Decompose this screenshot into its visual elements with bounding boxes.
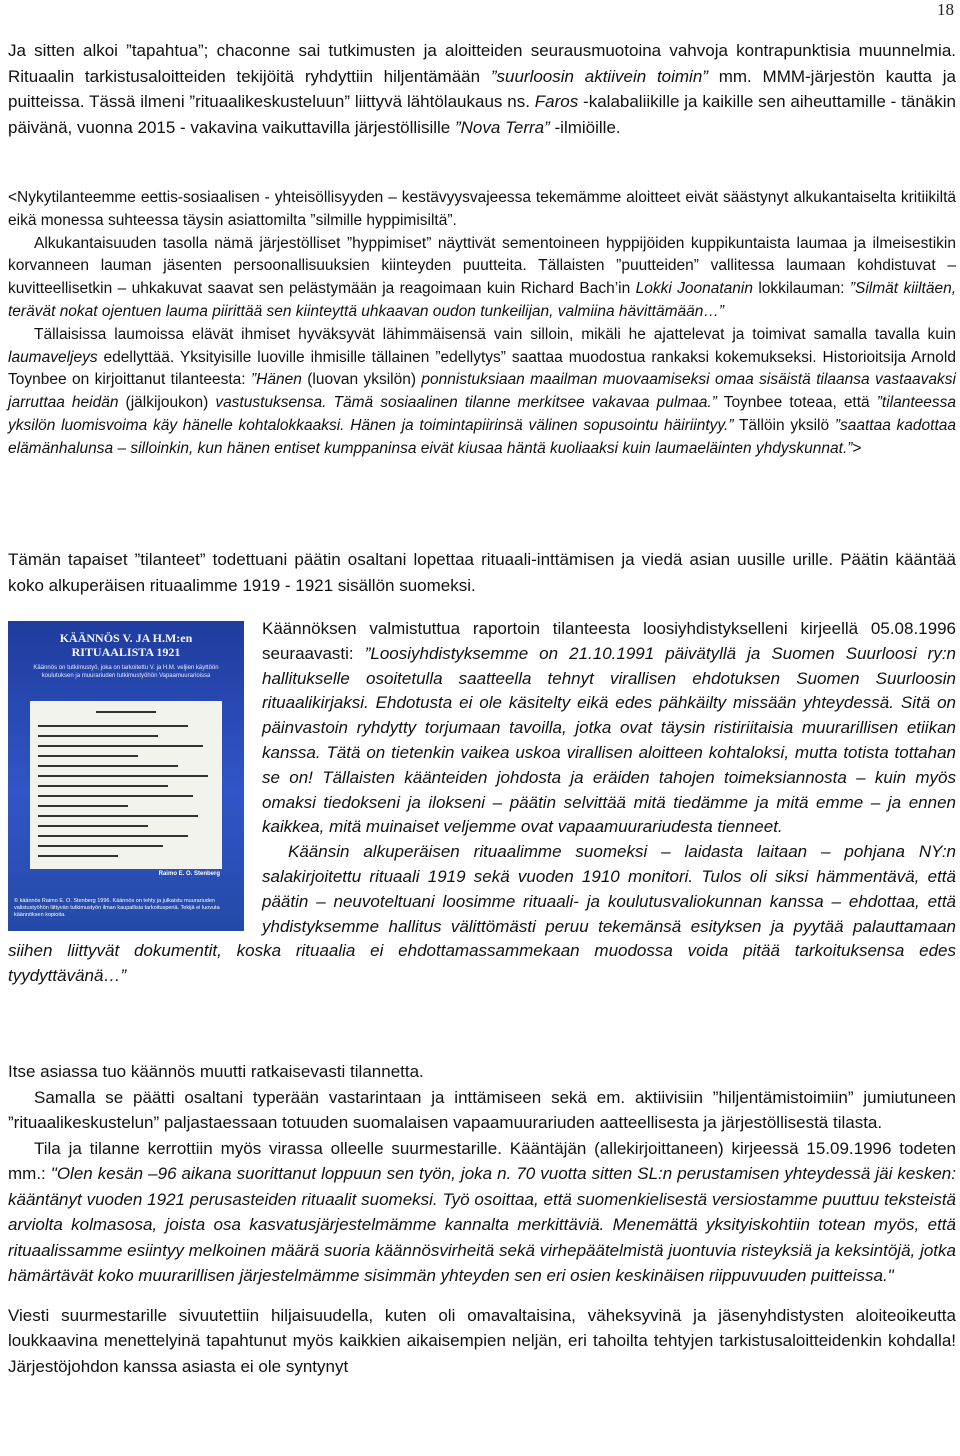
manuscript-line: [38, 835, 188, 837]
manuscript-sheet: [30, 701, 222, 869]
manuscript-line: [38, 745, 203, 747]
italic-run: laumaveljeys: [8, 348, 98, 366]
text-run: Käännöksen valmistuttua raportoin tilanteesta loosiyhdistykselleni kirjeellä 05.08.1996 seuraavasti:: [262, 619, 956, 663]
text-run: (jälkijoukon): [118, 394, 216, 412]
manuscript-line: [38, 725, 188, 727]
italic-run: Lokki Joonatanin: [635, 280, 753, 298]
text-run: Tila ja tilanne kerrottiin myös virassa olleelle suurmestarille. Kääntäjän (allekirjoittaneen) kirjeessä 15.09.1996 todeten mm.:: [8, 1138, 956, 1183]
italic-run: ”Loosiyhdistyksemme on 21.10.1991 päivätyllä ja Suomen Suurloosi ry:n hallitukselle osoitetulla saatteella tehnyt virallisen ehdotuksen Suomen Suurloosin rituaalikirjaksi. Ehdotusta ei ole käsitelty eikä edes pähkäilty missään yhteydessä. Sitä on päinvastoin ryhdytty torjumaan tavoilla, jotka ovat täysin ristiriitaisia muurarillisen etiikan kanssa. Tätä on tietenkin vaikea uskoa virallisen aloitteen kohtaloksi, mutta totista tottahan se on! Tällaisten käänteiden johdosta ja eräiden tahojen toimeksiannosta – kuin myös omaksi tiedokseni ja ilokseni – päätin selvittää mitä tiedämme ja mitä emme – ja ennen kaikkea, mitä muinaiset veljemme ovat vapaamuurariudesta tienneet.: [262, 643, 956, 837]
manuscript-line: [38, 795, 193, 797]
text-run: Ja sitten alkoi ”tapahtua”; chaconne sai tutkimusten ja aloitteiden seurausmuotoina vahvoja kontrapunktisia muunnelmia. Rituaalin tarkistusaloitteiden tekijöitä ryhdyttiin hiljentämään: [8, 41, 956, 86]
italic-run: Käänsin alkuperäisen rituaalimme suomeksi – laidasta laitaan – pohjana NY:n salakirjoitettu rituaali 1919 sekä vuoden 1910 monitori. Tulos oli siksi hämmentävä, että päätin – neuvoteltuani loosimme rituaali- ja koulutusvaliokunnan kanssa – ehdottaa, että yhdistyksemme hallitus välittömästi peruu tekemänsä esityksen ja pyytää palauttamaan siihen liittyvät dokumentit, koska rituaalia ei ehdottamassammekaan muodossa voida pitää tarkoituksensa edes tyydyttävänä…”: [8, 842, 956, 986]
manuscript-line: [38, 815, 198, 817]
manuscript-line: [38, 735, 158, 737]
cover-title: [8, 631, 244, 659]
cover-title-line: KÄÄNNÖS V. JA H.M:en: [59, 631, 193, 645]
manuscript-line: [38, 775, 208, 777]
text-run: Tällaisissa laumoissa elävät ihmiset hyväksyvät lähimmäisensä vain silloin, mikäli he ajattelevat ja toimivat samalla tavalla kuin: [34, 325, 956, 343]
paragraph: Tämän tapaiset ”tilanteet” todettuani päätin osaltani lopettaa rituaali-inttämisen ja viedä asian uusille urille. Päätin kääntää koko alkuperäisen rituaalimme 1919 - 1921 sisällön suomeksi.: [8, 550, 956, 595]
ritual-cover-image: [8, 621, 244, 931]
text-run: Toynbee toteaa, että: [716, 394, 877, 412]
manuscript-line: [38, 755, 138, 757]
section-aftermath: [8, 1059, 956, 1379]
paragraph: Samalla se päätti osaltani typerään vastarintaan ja inttämiseen sekä em. aktiivisiin ”hiljentämistoimiin” jumiutuneen ”rituaalikeskustelun” paljastaessaan totuuden suomalaisen vapaamuurariuden aatteellisesta ja järjestöllisestä tilasta.: [8, 1087, 956, 1132]
manuscript-line: [96, 711, 156, 713]
paragraph: Itse asiassa tuo käännös muutti ratkaisevasti tilannetta.: [8, 1062, 424, 1081]
italic-run: ”Hänen: [251, 371, 302, 389]
manuscript-line: [38, 825, 148, 827]
text-run: (luovan yksilön): [301, 371, 422, 389]
cover-signature: Raimo E. O. Stenberg: [158, 871, 220, 877]
cover-subtitle: Käännös on tutkimustyö, joka on tarkoitettu V. ja H.M. veljien käyttöön koulutuksen ja muurariuden tutkimustyöhön Vapaamuurarioissa: [33, 665, 219, 679]
text-run: edellyttää. Yksityisille luoville ihmisille tällainen ”edellytys” saattaa muodostua rankaksi kokemukseksi. Historioitsija Arnold Toynbee on kirjoittanut tilanteesta:: [8, 348, 956, 389]
quote-paragraph: <Nykytilanteemme eettis-sosiaalisen - yhteisöllisyyden – kestävyysvajeessa tekemämme aloitteet eivät säästynyt alkukantaiselta kritiikiltä eikä monessa suhteessa täysin asiattomilta ”silmille hyppimisiltä”.: [8, 189, 956, 229]
italic-run: "Olen kesän –96 aikana suorittanut loppuun sen työn, joka n. 70 vuotta sitten SL:n perustamisen yhteydessä jäi kesken: kääntänyt vuoden 1921 perusasteiden rituaalit suomeksi. Työ osoittaa, että suomenkielisestä versiostamme puuttuu teksteistä arviolta kolmasosa, joista osa kasvatusjärjestelmämme kannalta merkittäviä. Menemättä yksityiskohtiin totean myös, että rituaalissamme esiintyy melkoinen määrä suoria käännösvirheitä sekä virhepäätelmistä juontuvia risteyksiä ja keksintöjä, jotka hämärtävät koko muurarillisen järjestelmämme sisimmän yhteyden sen eri osien keskinäisen riippuvuuden puitteissa.": [8, 1164, 956, 1285]
text-run: lokkilauman:: [752, 280, 850, 298]
manuscript-line: [38, 845, 163, 847]
italic-run: Faros: [534, 92, 579, 111]
manuscript-line: [38, 855, 118, 857]
italic-run: vastustuksensa. Tämä sosiaalinen tilanne merkitsee vakavaa pulmaa.”: [215, 394, 717, 412]
quote-paragraph: [8, 233, 956, 324]
italic-run: ”Nova Terra”: [454, 117, 550, 137]
italic-run: ”tilanteessa yksilön luomisvoima käy hänelle kohtalokkaaksi. Hänen ja toimintapiirinsä välinen sopusointu häiriintyy.”: [8, 394, 956, 434]
section-translation-report: [8, 617, 956, 989]
text-run: >: [852, 439, 862, 457]
section-decision: [8, 547, 956, 598]
text-run: Alkukantaisuuden tasolla nämä järjestölliset ”hyppimiset” näyttivät sementoineen hyppijöiden kuppikuntaista laumaa ja ilmeisestikin korvanneen lauman jäsenten persoonallisuuksien kiinteyden puutteita. Tällaisten ”puutteiden” vallitessa laumaan kohdistuvat – kuvitteellisetkin – uhkakuvat saavat sen pelästymään ja reagoimaan kuin Richard Bach’in: [8, 234, 956, 298]
paragraph: [8, 38, 956, 140]
italic-run: ”saattaa kadottaa elämänhalunsa – silloinkin, kun hänen entiset kumppaninsa eivät kiusaa häntä kuoliaaksi kuin laumaeläinten yhdyskunnat.”: [8, 416, 957, 457]
text-run: mm. MMM-järjestön kautta ja puitteissa. Tässä ilmeni ”rituaalikeskusteluun” liittyvä lähtölaukaus ns.: [8, 66, 956, 111]
cover-title-line: RITUAALISTA 1921: [71, 645, 181, 659]
manuscript-line: [38, 805, 128, 807]
section-quote: [8, 187, 956, 461]
cover-scan: [8, 621, 244, 931]
manuscript-line: [38, 785, 168, 787]
italic-run: ”Silmät kiiltäen, terävät nokat ojentuen lauma piirittää sen kiinteyttä uhkaavan oudon tunkeilijan, valmiina hävittämään…”: [8, 280, 956, 320]
section-intro: [8, 38, 956, 140]
text-run: Tällöin yksilö: [733, 416, 835, 434]
italic-run: ”suurloosin aktiivein toimin”: [490, 66, 708, 86]
quote-paragraph: [8, 324, 956, 461]
manuscript-line: [38, 765, 178, 767]
paragraph: Viesti suurmestarille sivuutettiin hiljaisuudella, kuten oli omavaltaisina, väheksyvinä ja jäsenyhdistysten aloiteoikeutta loukkaavina menettelyinä tapahtunut myös kaikkien aikaisempien neljän, eri tahoilta tehtyjen tarkistusaloitteidenkin kohdalla! Järjestöjohdon kanssa asiasta ei ole syntynyt: [8, 1305, 956, 1376]
paragraph: [8, 1136, 956, 1289]
page-number: 18: [937, 0, 954, 19]
text-run: -ilmiöille.: [549, 117, 621, 137]
text-run: -kalabaliikille ja kaikille sen aiheuttamille - tänäkin päivänä, vuonna 2015 - vakavina vaikuttavilla järjestöllisille: [8, 92, 956, 137]
italic-run: ponnistuksiaan maailman muovaamiseksi omaa sisäistä tilaansa vastaavaksi jarruttaa heidän: [8, 371, 956, 412]
cover-footer: © käännös Raimo E. O. Stenberg 1996. Käännös on tehty ja julkaistu muurariuden valistustyöhön liittyvän tutkimustyön ilman kaupallisia tarkoitusperiä. Tekijä ei luovuta käännöksen kopioita.: [14, 898, 220, 918]
